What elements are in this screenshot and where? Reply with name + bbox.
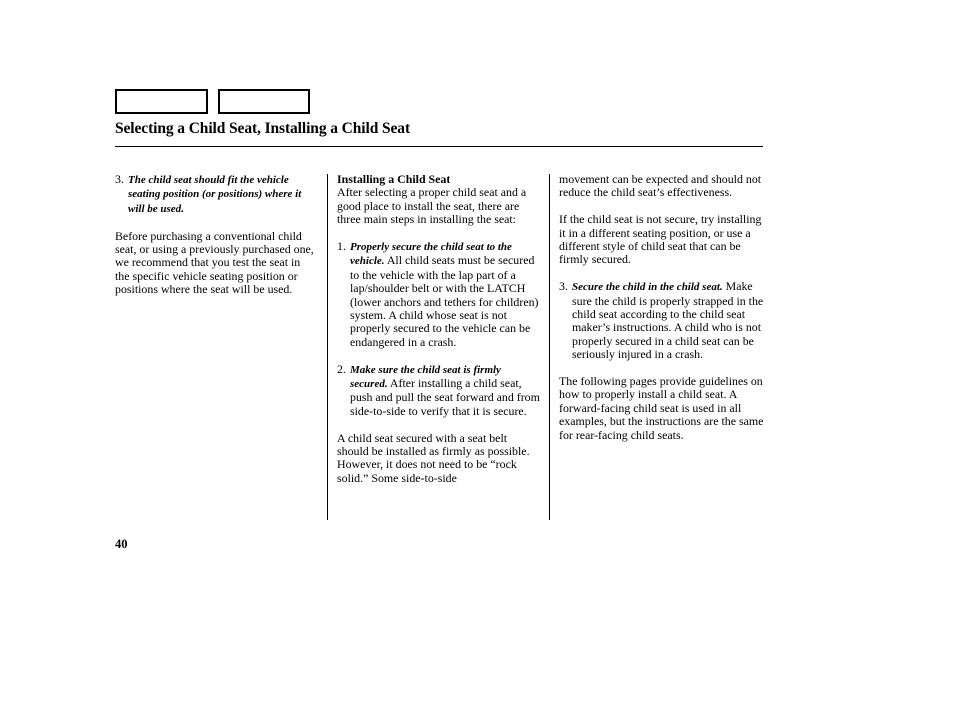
column-3	[559, 173, 765, 442]
item-lead: Make sure the child seat is firmly secured.	[350, 363, 501, 391]
list-item-3-secure-child	[559, 280, 765, 361]
column-divider-2	[549, 174, 550, 520]
title-rule	[115, 146, 763, 147]
column-2	[337, 173, 541, 485]
item-number: 2.	[337, 361, 346, 376]
page-title: Selecting a Child Seat, Installing a Child Seat	[115, 120, 411, 137]
item-number: 1.	[337, 239, 346, 254]
item-number: 3.	[559, 279, 568, 294]
item-lead: Properly secure the child seat to the vehicle.	[350, 241, 512, 268]
paragraph-intro: After selecting a proper child seat and a good place to install the seat, there are three main steps in installing the seat:	[337, 185, 527, 227]
nav-tab-box-2[interactable]	[218, 89, 310, 114]
section-heading: Installing a Child Seat	[337, 172, 451, 186]
item-text: All child seats must be secured to the vehicle with the lap part of a lap/shoulder belt or with the LATCH (lower anchors and tethers for children) system. A child whose seat is not properly secured to the vehicle can be endangered in a crash.	[350, 253, 539, 349]
item-text: After installing a child seat, push and pull the seat forward and from side-to-side to verify that it is secure.	[350, 376, 540, 418]
list-item-1	[337, 240, 541, 349]
list-item-2	[337, 363, 541, 419]
list-item-3-fit	[115, 173, 315, 216]
paragraph-not-secure: If the child seat is not secure, try installing it in a different seating position, or use a different style of child seat that can be firmly secured.	[559, 212, 762, 267]
item-lead: The child seat should fit the vehicle seating position (or positions) where it will be used.	[128, 174, 302, 215]
paragraph-seat-belt: A child seat secured with a seat belt should be installed as firmly as possible. However, it does not need to be “rock solid.” Some side-to-side	[337, 430, 530, 485]
item-text: Make sure the child is properly strapped in the child seat according to the child seat maker’s instructions. A child who is not properly secured in a child seat can be seriously injured in a crash.	[572, 279, 764, 362]
page-number: 40	[115, 537, 128, 551]
item-number: 3.	[115, 172, 124, 186]
paragraph-continued: movement can be expected and should not reduce the child seat’s effectiveness.	[559, 172, 762, 200]
item-lead: Secure the child in the child seat.	[572, 281, 723, 294]
nav-tab-box-1[interactable]	[115, 89, 208, 114]
paragraph-following-pages: The following pages provide guidelines on how to properly install a child seat. A forward-facing child seat is used in all examples, but the instructions are the same for rear-facing child seats.	[559, 374, 764, 442]
column-1	[115, 173, 315, 297]
column-divider-1	[327, 174, 328, 520]
paragraph-before-purchasing: Before purchasing a conventional child seat, or using a previously purchased one, we recommend that you test the seat in the specific vehicle seating position or positions where the seat will be used.	[115, 228, 314, 297]
